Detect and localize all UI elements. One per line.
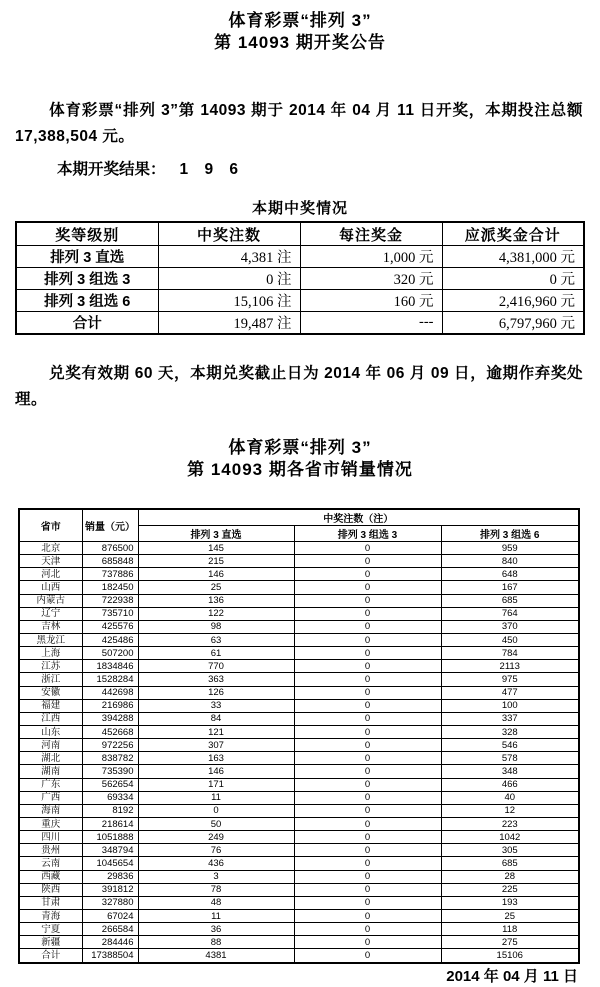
province-table-row <box>19 909 579 922</box>
province-sales-cell: 735390 <box>82 765 138 778</box>
prize-level-cell: 排列 3 组选 3 <box>16 268 158 290</box>
province-zuxuan6-cell: 167 <box>441 581 579 594</box>
province-sales-cell: 507200 <box>82 647 138 660</box>
province-zhixuan-cell: 4381 <box>138 949 294 963</box>
province-zuxuan3-cell: 0 <box>294 896 441 909</box>
province-zuxuan3-cell: 0 <box>294 686 441 699</box>
province-zuxuan3-cell: 0 <box>294 673 441 686</box>
draw-result-numbers: 1 9 6 <box>179 161 244 178</box>
province-name-cell: 福建 <box>19 699 82 712</box>
province-sales-cell: 735710 <box>82 607 138 620</box>
prize-per-bet-cell: 1,000 元 <box>300 246 442 268</box>
province-name-cell: 黑龙江 <box>19 633 82 646</box>
province-zuxuan6-cell: 2113 <box>441 660 579 673</box>
province-sales-cell: 1051888 <box>82 831 138 844</box>
province-zhixuan-cell: 61 <box>138 647 294 660</box>
province-sales-cell: 218614 <box>82 817 138 830</box>
province-name-cell: 河南 <box>19 739 82 752</box>
province-table-row <box>19 568 579 581</box>
prize-level-cell: 排列 3 组选 6 <box>16 290 158 312</box>
province-zuxuan3-cell: 0 <box>294 844 441 857</box>
prize-header-total: 应派奖金合计 <box>442 222 584 246</box>
province-zhixuan-cell: 122 <box>138 607 294 620</box>
province-zuxuan6-cell: 193 <box>441 896 579 909</box>
draw-result-line <box>15 158 585 182</box>
province-table-row <box>19 817 579 830</box>
prize-header-level: 奖等级别 <box>16 222 158 246</box>
prize-table-row <box>16 246 584 268</box>
province-sales-cell: 1528284 <box>82 673 138 686</box>
province-name-cell: 上海 <box>19 647 82 660</box>
province-zuxuan3-cell: 0 <box>294 633 441 646</box>
province-zuxuan6-cell: 466 <box>441 778 579 791</box>
province-sales-table <box>18 508 580 964</box>
province-zuxuan6-cell: 40 <box>441 791 579 804</box>
province-table-header-row-1 <box>19 509 579 526</box>
province-name-cell: 广西 <box>19 791 82 804</box>
province-name-cell: 广东 <box>19 778 82 791</box>
province-zuxuan3-cell: 0 <box>294 581 441 594</box>
province-table-row <box>19 725 579 738</box>
province-sales-cell: 972256 <box>82 739 138 752</box>
province-zhixuan-cell: 363 <box>138 673 294 686</box>
province-zhixuan-cell: 436 <box>138 857 294 870</box>
province-sales-cell: 1045654 <box>82 857 138 870</box>
province-zuxuan6-cell: 840 <box>441 555 579 568</box>
province-zhixuan-cell: 249 <box>138 831 294 844</box>
province-zuxuan3-cell: 0 <box>294 620 441 633</box>
province-sales-cell: 737886 <box>82 568 138 581</box>
province-zhixuan-cell: 88 <box>138 936 294 949</box>
province-name-cell: 贵州 <box>19 844 82 857</box>
province-table-row <box>19 791 579 804</box>
province-table-row <box>19 620 579 633</box>
province-zuxuan3-cell: 0 <box>294 712 441 725</box>
province-table-row <box>19 844 579 857</box>
province-zhixuan-cell: 63 <box>138 633 294 646</box>
province-sales-cell: 69334 <box>82 791 138 804</box>
prize-count-cell: 15,106 注 <box>158 290 300 312</box>
prize-header-per-bet: 每注奖金 <box>300 222 442 246</box>
province-name-cell: 合计 <box>19 949 82 963</box>
province-zuxuan3-cell: 0 <box>294 909 441 922</box>
province-sales-cell: 425486 <box>82 633 138 646</box>
province-table-row <box>19 594 579 607</box>
prize-level-cell: 合计 <box>16 312 158 335</box>
province-subheader-zhixuan: 排列 3 直选 <box>138 526 294 542</box>
province-zuxuan3-cell: 0 <box>294 936 441 949</box>
province-zhixuan-cell: 126 <box>138 686 294 699</box>
province-table-row <box>19 870 579 883</box>
province-zhixuan-cell: 76 <box>138 844 294 857</box>
province-zuxuan6-cell: 28 <box>441 870 579 883</box>
province-table-row <box>19 647 579 660</box>
province-name-cell: 陕西 <box>19 883 82 896</box>
province-zuxuan6-cell: 12 <box>441 804 579 817</box>
province-name-cell: 河北 <box>19 568 82 581</box>
prize-count-cell: 4,381 注 <box>158 246 300 268</box>
province-table-row <box>19 739 579 752</box>
province-zhixuan-cell: 11 <box>138 791 294 804</box>
province-zuxuan6-cell: 685 <box>441 594 579 607</box>
intro-paragraph: 体育彩票“排列 3”第 14093 期于 2014 年 04 月 11 日开奖，本期投注总额 17,388,504 元。 <box>15 102 583 145</box>
province-table-row <box>19 581 579 594</box>
province-table-row <box>19 752 579 765</box>
province-zuxuan3-cell: 0 <box>294 555 441 568</box>
province-name-cell: 青海 <box>19 909 82 922</box>
province-zuxuan3-cell: 0 <box>294 923 441 936</box>
province-table-row <box>19 712 579 725</box>
province-zuxuan3-cell: 0 <box>294 817 441 830</box>
province-zuxuan6-cell: 100 <box>441 699 579 712</box>
province-zuxuan6-cell: 975 <box>441 673 579 686</box>
province-name-cell: 江西 <box>19 712 82 725</box>
province-zuxuan3-cell: 0 <box>294 765 441 778</box>
province-name-cell: 江苏 <box>19 660 82 673</box>
province-zhixuan-cell: 36 <box>138 923 294 936</box>
province-zhixuan-cell: 163 <box>138 752 294 765</box>
province-name-cell: 山东 <box>19 725 82 738</box>
province-zhixuan-cell: 215 <box>138 555 294 568</box>
province-zhixuan-cell: 98 <box>138 620 294 633</box>
prize-count-cell: 0 注 <box>158 268 300 290</box>
province-sales-cell: 17388504 <box>82 949 138 963</box>
prize-header-count: 中奖注数 <box>158 222 300 246</box>
province-zuxuan3-cell: 0 <box>294 883 441 896</box>
province-zuxuan3-cell: 0 <box>294 542 441 555</box>
province-sales-cell: 838782 <box>82 752 138 765</box>
province-zuxuan6-cell: 275 <box>441 936 579 949</box>
province-header-name: 省市 <box>19 509 82 542</box>
province-zuxuan6-cell: 764 <box>441 607 579 620</box>
province-table-row <box>19 633 579 646</box>
province-zuxuan6-cell: 328 <box>441 725 579 738</box>
province-zuxuan3-cell: 0 <box>294 949 441 963</box>
title-line-2: 第 14093 期开奖公告 <box>214 33 386 52</box>
prize-table-row <box>16 290 584 312</box>
prize-total-cell: 4,381,000 元 <box>442 246 584 268</box>
province-zuxuan3-cell: 0 <box>294 752 441 765</box>
province-sales-cell: 266584 <box>82 923 138 936</box>
province-sales-cell: 452668 <box>82 725 138 738</box>
province-table-row <box>19 949 579 963</box>
province-zuxuan3-cell: 0 <box>294 804 441 817</box>
province-zuxuan6-cell: 1042 <box>441 831 579 844</box>
province-zhixuan-cell: 171 <box>138 778 294 791</box>
province-zhixuan-cell: 3 <box>138 870 294 883</box>
province-sales-cell: 29836 <box>82 870 138 883</box>
province-table-row <box>19 831 579 844</box>
prize-per-bet-cell: 320 元 <box>300 268 442 290</box>
province-zuxuan6-cell: 784 <box>441 647 579 660</box>
province-sales-cell: 685848 <box>82 555 138 568</box>
province-name-cell: 浙江 <box>19 673 82 686</box>
province-name-cell: 辽宁 <box>19 607 82 620</box>
province-zuxuan6-cell: 685 <box>441 857 579 870</box>
province-zhixuan-cell: 136 <box>138 594 294 607</box>
province-zuxuan3-cell: 0 <box>294 594 441 607</box>
province-subheader-zuxuan3: 排列 3 组选 3 <box>294 526 441 542</box>
date-footer: 2014 年 04 月 11 日 <box>446 967 578 985</box>
province-zhixuan-cell: 25 <box>138 581 294 594</box>
province-sales-cell: 327880 <box>82 896 138 909</box>
province-zhixuan-cell: 307 <box>138 739 294 752</box>
province-sales-cell: 1834846 <box>82 660 138 673</box>
province-zuxuan6-cell: 15106 <box>441 949 579 963</box>
province-subheader-zuxuan6: 排列 3 组选 6 <box>441 526 579 542</box>
province-zuxuan3-cell: 0 <box>294 778 441 791</box>
province-zhixuan-cell: 48 <box>138 896 294 909</box>
province-sales-cell: 67024 <box>82 909 138 922</box>
province-name-cell: 新疆 <box>19 936 82 949</box>
province-name-cell: 山西 <box>19 581 82 594</box>
province-zuxuan3-cell: 0 <box>294 870 441 883</box>
province-table-row <box>19 673 579 686</box>
province-zuxuan6-cell: 477 <box>441 686 579 699</box>
province-table-row <box>19 936 579 949</box>
province-zhixuan-cell: 11 <box>138 909 294 922</box>
province-zuxuan6-cell: 648 <box>441 568 579 581</box>
province-table-row <box>19 542 579 555</box>
province-table-row <box>19 896 579 909</box>
section2-title-line-2: 第 14093 期各省市销量情况 <box>187 460 413 479</box>
province-name-cell: 湖北 <box>19 752 82 765</box>
province-sales-cell: 391812 <box>82 883 138 896</box>
province-zuxuan3-cell: 0 <box>294 660 441 673</box>
prize-table-row <box>16 312 584 335</box>
draw-result-label: 本期开奖结果： <box>57 161 166 178</box>
province-zuxuan3-cell: 0 <box>294 857 441 870</box>
prize-table <box>15 221 585 335</box>
province-zuxuan6-cell: 118 <box>441 923 579 936</box>
province-name-cell: 湖南 <box>19 765 82 778</box>
province-zhixuan-cell: 84 <box>138 712 294 725</box>
province-sales-cell: 182450 <box>82 581 138 594</box>
province-zuxuan3-cell: 0 <box>294 607 441 620</box>
province-name-cell: 北京 <box>19 542 82 555</box>
province-name-cell: 安徽 <box>19 686 82 699</box>
prize-total-cell: 0 元 <box>442 268 584 290</box>
prize-table-caption: 本期中奖情况 <box>251 200 348 217</box>
province-sales-cell: 425576 <box>82 620 138 633</box>
province-zuxuan3-cell: 0 <box>294 699 441 712</box>
prize-total-cell: 6,797,960 元 <box>442 312 584 335</box>
province-name-cell: 甘肃 <box>19 896 82 909</box>
province-zuxuan3-cell: 0 <box>294 791 441 804</box>
province-table-row <box>19 660 579 673</box>
province-zhixuan-cell: 145 <box>138 542 294 555</box>
province-zuxuan6-cell: 370 <box>441 620 579 633</box>
province-zuxuan3-cell: 0 <box>294 647 441 660</box>
province-header-sales: 销量（元） <box>82 509 138 542</box>
province-table-row <box>19 607 579 620</box>
province-sales-cell: 284446 <box>82 936 138 949</box>
province-table-row <box>19 883 579 896</box>
province-zhixuan-cell: 121 <box>138 725 294 738</box>
prize-per-bet-cell: --- <box>300 312 442 335</box>
province-zuxuan6-cell: 450 <box>441 633 579 646</box>
province-sales-cell: 876500 <box>82 542 138 555</box>
section2-title <box>0 437 600 481</box>
province-zhixuan-cell: 146 <box>138 765 294 778</box>
prize-total-cell: 2,416,960 元 <box>442 290 584 312</box>
province-sales-cell: 394288 <box>82 712 138 725</box>
prize-table-header-row <box>16 222 584 246</box>
prize-level-cell: 排列 3 直选 <box>16 246 158 268</box>
province-name-cell: 西藏 <box>19 870 82 883</box>
province-zuxuan6-cell: 337 <box>441 712 579 725</box>
prize-table-row <box>16 268 584 290</box>
province-table-row <box>19 699 579 712</box>
province-zhixuan-cell: 146 <box>138 568 294 581</box>
prize-per-bet-cell: 160 元 <box>300 290 442 312</box>
province-sales-cell: 442698 <box>82 686 138 699</box>
province-sales-cell: 722938 <box>82 594 138 607</box>
province-zuxuan6-cell: 225 <box>441 883 579 896</box>
province-zuxuan3-cell: 0 <box>294 739 441 752</box>
province-table-row <box>19 555 579 568</box>
province-header-group: 中奖注数（注） <box>138 509 579 526</box>
province-name-cell: 天津 <box>19 555 82 568</box>
title-line-1: 体育彩票“排列 3” <box>228 11 372 30</box>
province-zuxuan6-cell: 305 <box>441 844 579 857</box>
province-name-cell: 海南 <box>19 804 82 817</box>
province-table-row <box>19 857 579 870</box>
province-sales-cell: 216986 <box>82 699 138 712</box>
province-sales-cell: 8192 <box>82 804 138 817</box>
province-zuxuan3-cell: 0 <box>294 725 441 738</box>
province-table-row <box>19 765 579 778</box>
province-name-cell: 四川 <box>19 831 82 844</box>
province-name-cell: 吉林 <box>19 620 82 633</box>
province-zuxuan6-cell: 578 <box>441 752 579 765</box>
province-zuxuan6-cell: 348 <box>441 765 579 778</box>
province-name-cell: 内蒙古 <box>19 594 82 607</box>
province-zhixuan-cell: 78 <box>138 883 294 896</box>
province-zuxuan6-cell: 223 <box>441 817 579 830</box>
province-zuxuan6-cell: 959 <box>441 542 579 555</box>
province-zuxuan6-cell: 546 <box>441 739 579 752</box>
province-zuxuan3-cell: 0 <box>294 831 441 844</box>
prize-count-cell: 19,487 注 <box>158 312 300 335</box>
province-table-row <box>19 778 579 791</box>
province-zhixuan-cell: 0 <box>138 804 294 817</box>
province-table-row <box>19 923 579 936</box>
province-zhixuan-cell: 33 <box>138 699 294 712</box>
province-zuxuan6-cell: 25 <box>441 909 579 922</box>
province-name-cell: 重庆 <box>19 817 82 830</box>
section2-title-line-1: 体育彩票“排列 3” <box>228 438 372 457</box>
province-zuxuan3-cell: 0 <box>294 568 441 581</box>
province-zhixuan-cell: 770 <box>138 660 294 673</box>
document-title <box>0 0 600 54</box>
province-zhixuan-cell: 50 <box>138 817 294 830</box>
province-name-cell: 宁夏 <box>19 923 82 936</box>
province-name-cell: 云南 <box>19 857 82 870</box>
province-sales-cell: 562654 <box>82 778 138 791</box>
province-sales-cell: 348794 <box>82 844 138 857</box>
province-table-row <box>19 686 579 699</box>
redeem-paragraph: 兑奖有效期 60 天，本期兑奖截止日为 2014 年 06 月 09 日，逾期作弃奖处理。 <box>15 365 583 408</box>
province-table-row <box>19 804 579 817</box>
